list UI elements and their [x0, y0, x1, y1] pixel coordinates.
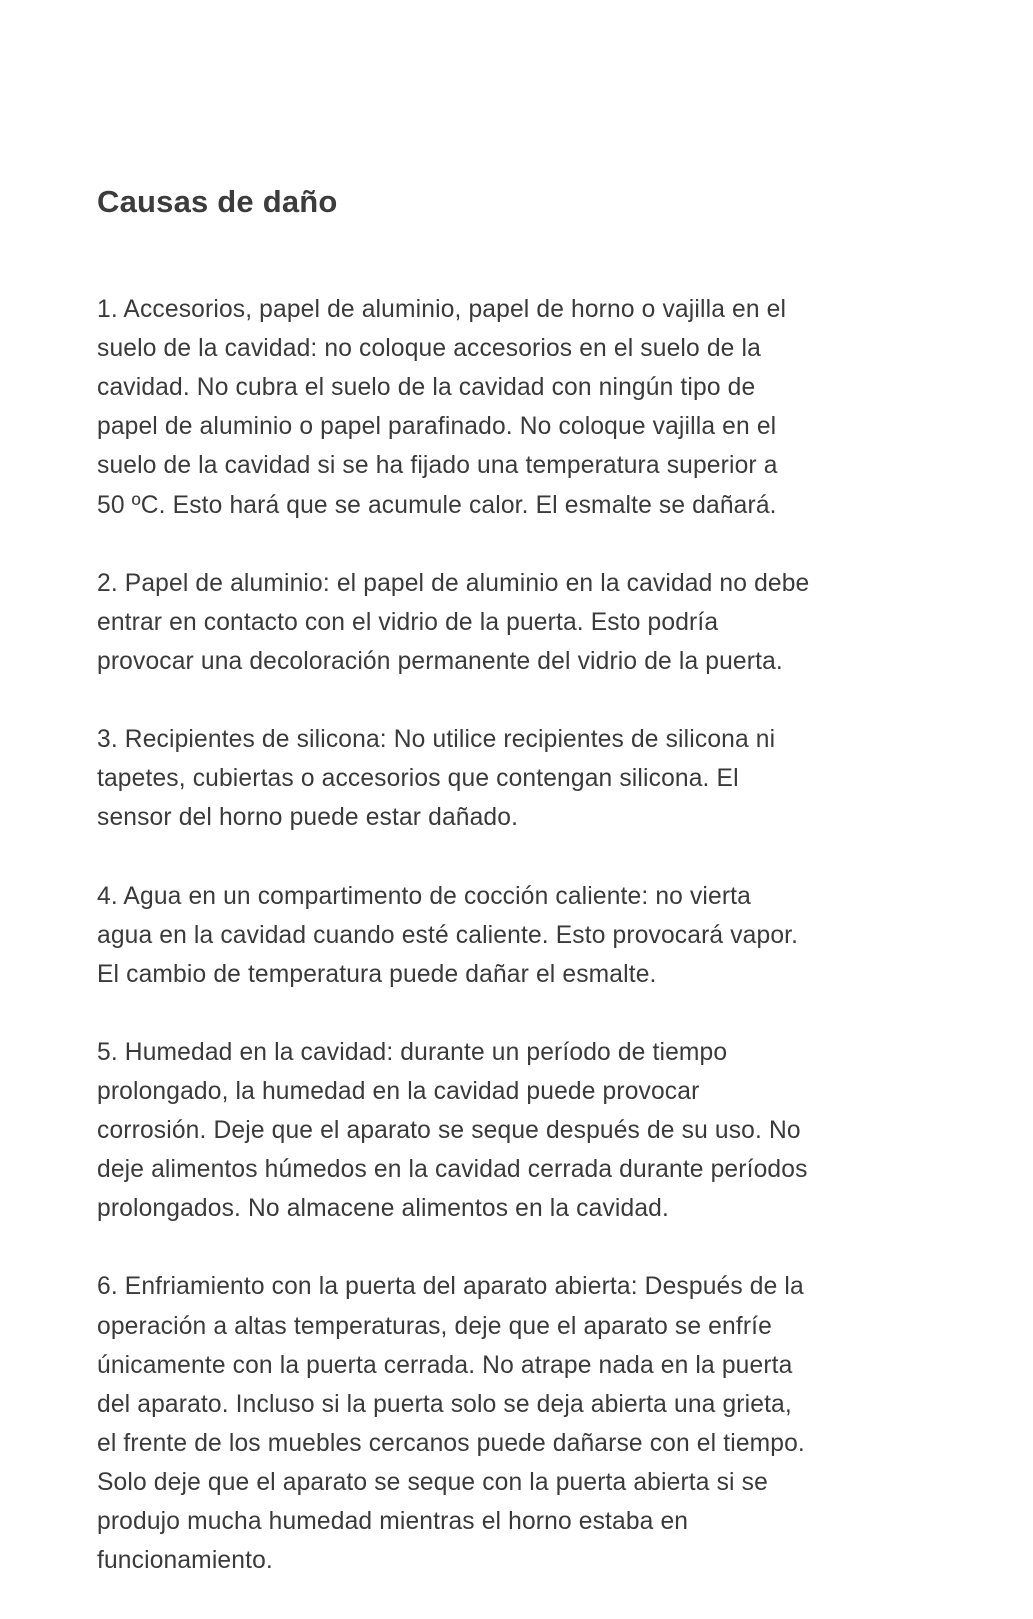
document-page [97, 180, 977, 1619]
list-item-water-hot-cavity: 4. Agua en un compartimento de cocción caliente: no vierta agua en la cavidad cuando esté caliente. Esto provocará vapor. El cambio de temperatura puede dañar el esmalte. [97, 882, 799, 988]
damage-causes-list [97, 251, 977, 1619]
list-item-moisture: 5. Humedad en la cavidad: durante un período de tiempo prolongado, la humedad en la cavidad puede provocar corrosión. Deje que el aparato se seque después de su uso. No deje alimentos húmedos en la cavidad cerrada durante períodos prolongados. No almacene alimentos en la cavidad. [97, 1038, 808, 1223]
page-title: Causas de daño [97, 184, 338, 219]
list-item-cooling-door-open: 6. Enfriamiento con la puerta del aparato abierta: Después de la operación a altas temperaturas, deje que el aparato se enfríe únicamente con la puerta cerrada. No atrape nada en la puerta del aparato. Incluso si la puerta solo se deja abierta una grieta, el frente de los muebles cercanos puede dañarse con el tiempo. Solo deje que el aparato se seque con la puerta abierta si se produjo mucha humedad mientras el horno estaba en funcionamiento. [97, 1273, 805, 1575]
list-item-silicone-containers: 3. Recipientes de silicona: No utilice recipientes de silicona ni tapetes, cubiertas o accesorios que contengan silicona. El sensor del horno puede estar dañado. [97, 726, 776, 832]
list-item-aluminium-foil: 2. Papel de aluminio: el papel de aluminio en la cavidad no debe entrar en contacto con el vidrio de la puerta. Esto podría provocar una decoloración permanente del vidrio de la puerta. [97, 569, 810, 675]
list-item-accessories: 1. Accesorios, papel de aluminio, papel de horno o vajilla en el suelo de la cavidad: no coloque accesorios en el suelo de la cavidad. No cubra el suelo de la cavidad con ningún tipo de papel de aluminio o papel parafinado. No coloque vajilla en el suelo de la cavidad si se ha fijado una temperatura superior a 50 ºC. Esto hará que se acumule calor. El esmalte se dañará. [97, 296, 787, 519]
